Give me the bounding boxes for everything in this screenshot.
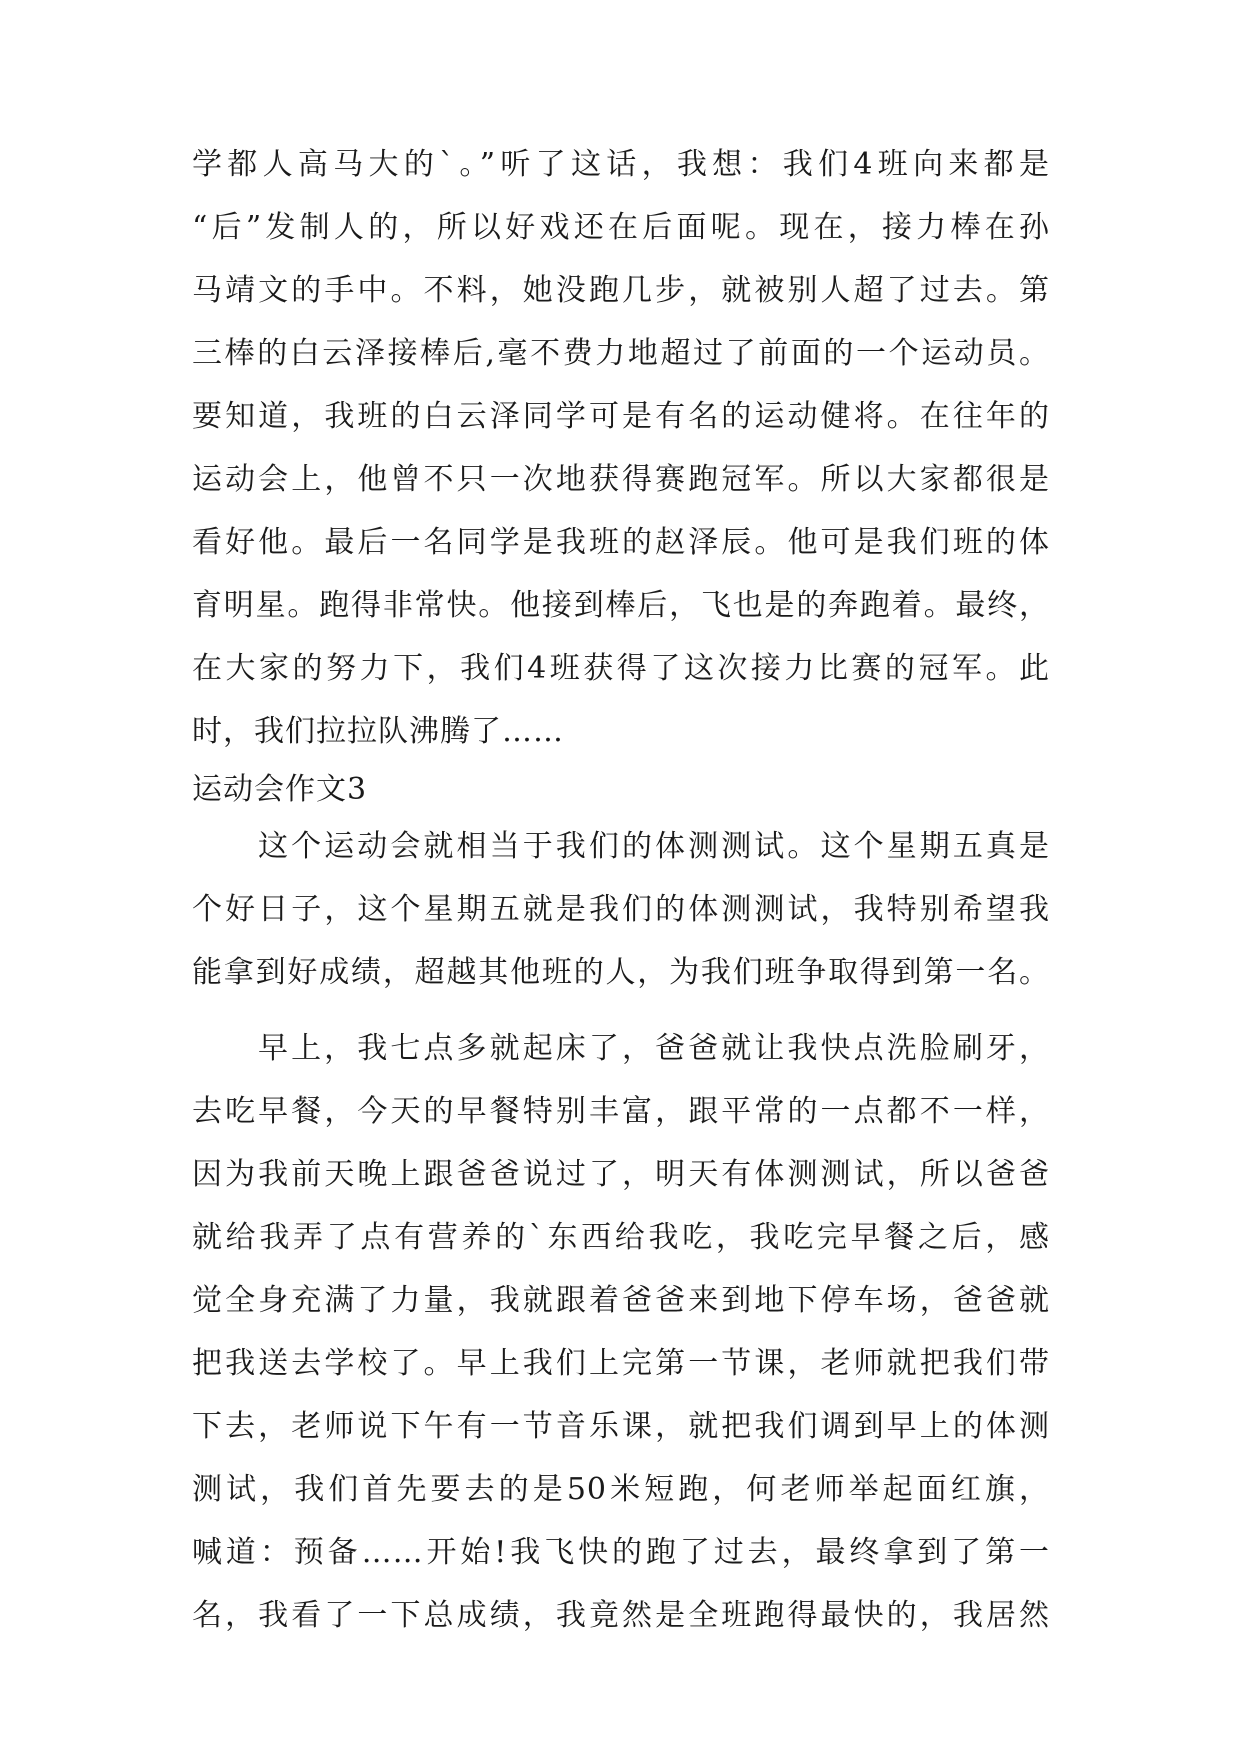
- text-line: 觉全身充满了力量，我就跟着爸爸来到地下停车场，爸爸就: [192, 1283, 1050, 1318]
- text-line: 去吃早餐，今天的早餐特别丰富，跟平常的一点都不一样，: [192, 1094, 1050, 1129]
- text-line: 名，我看了一下总成绩，我竟然是全班跑得最快的，我居然: [192, 1598, 1050, 1633]
- text-line: 能拿到好成绩，超越其他班的人，为我们班争取得到第一名。: [192, 955, 1050, 990]
- text-line: 把我送去学校了。早上我们上完第一节课，老师就把我们带: [192, 1346, 1050, 1381]
- text-line: 马靖文的手中。不料，她没跑几步，就被别人超了过去。第: [192, 273, 1050, 308]
- text-line: 在大家的努力下，我们4班获得了这次接力比赛的冠军。此: [192, 651, 1050, 686]
- text-line: 三棒的白云泽接棒后,毫不费力地超过了前面的一个运动员。: [192, 336, 1050, 371]
- text-line: 就给我弄了点有营养的`东西给我吃，我吃完早餐之后，感: [192, 1220, 1050, 1255]
- text-line: 这个运动会就相当于我们的体测测试。这个星期五真是: [258, 829, 1050, 864]
- text-line: 测试，我们首先要去的是50米短跑，何老师举起面红旗，: [192, 1472, 1050, 1507]
- text-line: 时，我们拉拉队沸腾了……: [192, 714, 564, 749]
- text-line: 早上，我七点多就起床了，爸爸就让我快点洗脸刷牙，: [258, 1031, 1050, 1066]
- text-line: 看好他。最后一名同学是我班的赵泽辰。他可是我们班的体: [192, 525, 1050, 560]
- text-line: 育明星。跑得非常快。他接到棒后，飞也是的奔跑着。最终，: [192, 588, 1050, 623]
- text-line: 运动会上，他曾不只一次地获得赛跑冠军。所以大家都很是: [192, 462, 1050, 497]
- text-line: 学都人高马大的`。”听了这话，我想：我们4班向来都是: [192, 147, 1050, 182]
- text-line: “后”发制人的，所以好戏还在后面呢。现在，接力棒在孙: [192, 210, 1050, 245]
- section-title: 运动会作文3: [192, 772, 368, 807]
- text-line: 要知道，我班的白云泽同学可是有名的运动健将。在往年的: [192, 399, 1050, 434]
- text-line: 下去，老师说下午有一节音乐课，就把我们调到早上的体测: [192, 1409, 1050, 1444]
- text-line: 因为我前天晚上跟爸爸说过了，明天有体测测试，所以爸爸: [192, 1157, 1050, 1192]
- text-line: 喊道：预备……开始!我飞快的跑了过去，最终拿到了第一: [192, 1535, 1050, 1570]
- text-line: 个好日子，这个星期五就是我们的体测测试，我特别希望我: [192, 892, 1050, 927]
